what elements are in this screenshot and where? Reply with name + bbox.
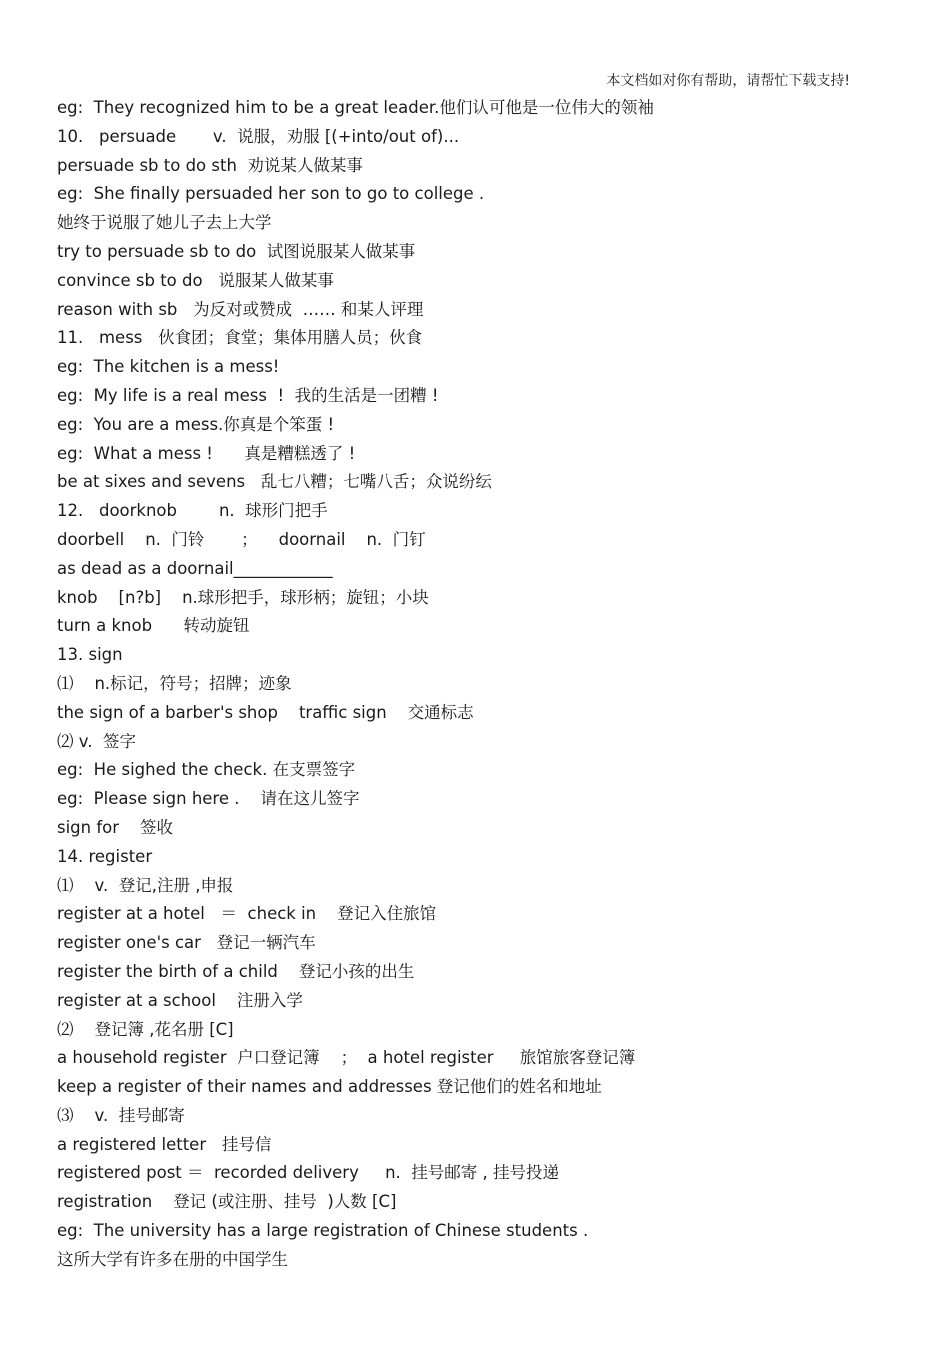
text-line: eg: The university has a large registration of Chinese students . bbox=[57, 1221, 589, 1241]
text-line: reason with sb 为反对或赞成 …… 和某人评理 bbox=[57, 299, 424, 319]
text-line: register one's car 登记一辆汽车 bbox=[57, 933, 316, 953]
text-line: eg: They recognized him to be a great leader.他们认可他是一位伟大的领袖 bbox=[57, 98, 654, 117]
text-line: a household register 户口登记簿 ； a hotel register 旅馆旅客登记簿 bbox=[57, 1048, 636, 1068]
text-line: register the birth of a child 登记小孩的出生 bbox=[57, 961, 415, 981]
text-line: ⑶ v. 挂号邮寄 bbox=[57, 1105, 185, 1125]
text-line: 她终于说服了她儿子去上大学 bbox=[57, 213, 272, 233]
text-line: ⑴ v. 登记,注册 ,申报 bbox=[57, 875, 234, 895]
text-line: 11. mess 伙食团；食堂；集体用膳人员；伙食 bbox=[57, 328, 423, 348]
text-line: persuade sb to do sth 劝说某人做某事 bbox=[57, 155, 363, 175]
text-line: register at a school 注册入学 bbox=[57, 990, 303, 1010]
text-line: ⑴ n.标记，符号；招牌；迹象 bbox=[57, 673, 292, 693]
text-line: knob [n?b] n.球形把手，球形柄；旋钮；小块 bbox=[57, 587, 429, 607]
text-line: turn a knob 转动旋钮 bbox=[57, 616, 250, 636]
text-line: eg: The kitchen is a mess! bbox=[57, 357, 280, 377]
text-line: register at a hotel ＝ check in 登记入住旅馆 bbox=[57, 904, 437, 924]
text-line: registered post ＝ recorded delivery n. 挂号邮寄 , 挂号投递 bbox=[57, 1163, 559, 1183]
text-line: 13. sign bbox=[57, 645, 123, 665]
text-line: try to persuade sb to do 试图说服某人做某事 bbox=[57, 241, 416, 261]
text-line: as dead as a doornail____________ bbox=[57, 558, 333, 578]
text-line: eg: You are a mess.你真是个笨蛋 ! bbox=[57, 414, 335, 434]
text-line: convince sb to do 说服某人做某事 bbox=[57, 270, 334, 290]
text-line: be at sixes and sevens 乱七八糟；七嘴八舌；众说纷纭 bbox=[57, 472, 492, 492]
document-body bbox=[57, 94, 907, 1275]
text-line: 这所大学有许多在册的中国学生 bbox=[57, 1249, 288, 1269]
header-note: 本文档如对你有帮助，请帮忙下载支持! bbox=[606, 73, 850, 89]
text-line: the sign of a barber's shop traffic sign 交通标志 bbox=[57, 702, 474, 722]
text-line: sign for 签收 bbox=[57, 817, 174, 837]
text-line: eg: She finally persuaded her son to go to college . bbox=[57, 184, 485, 204]
text-line: eg: Please sign here . 请在这儿签字 bbox=[57, 789, 360, 809]
text-line: eg: What a mess ! 真是糟糕透了 ! bbox=[57, 443, 356, 463]
text-line: 10. persuade v. 说服，劝服 [(+into/out of)... bbox=[57, 126, 460, 146]
text-line: 12. doorknob n. 球形门把手 bbox=[57, 501, 328, 521]
text-line: ⑵ 登记簿 ,花名册 [C] bbox=[57, 1019, 234, 1039]
text-line: doorbell n. 门铃 ； doornail n. 门钉 bbox=[57, 529, 426, 549]
text-line: eg: He sighed the check. 在支票签字 bbox=[57, 760, 356, 780]
text-line: eg: My life is a real mess ! 我的生活是一团糟 ! bbox=[57, 385, 439, 405]
text-line: ⑵ v. 签字 bbox=[57, 731, 136, 751]
text-line: 14. register bbox=[57, 846, 153, 866]
text-line: registration 登记 (或注册、挂号 )人数 [C] bbox=[57, 1192, 397, 1212]
text-line: a registered letter 挂号信 bbox=[57, 1134, 272, 1154]
text-line: keep a register of their names and addresses 登记他们的姓名和地址 bbox=[57, 1077, 602, 1097]
